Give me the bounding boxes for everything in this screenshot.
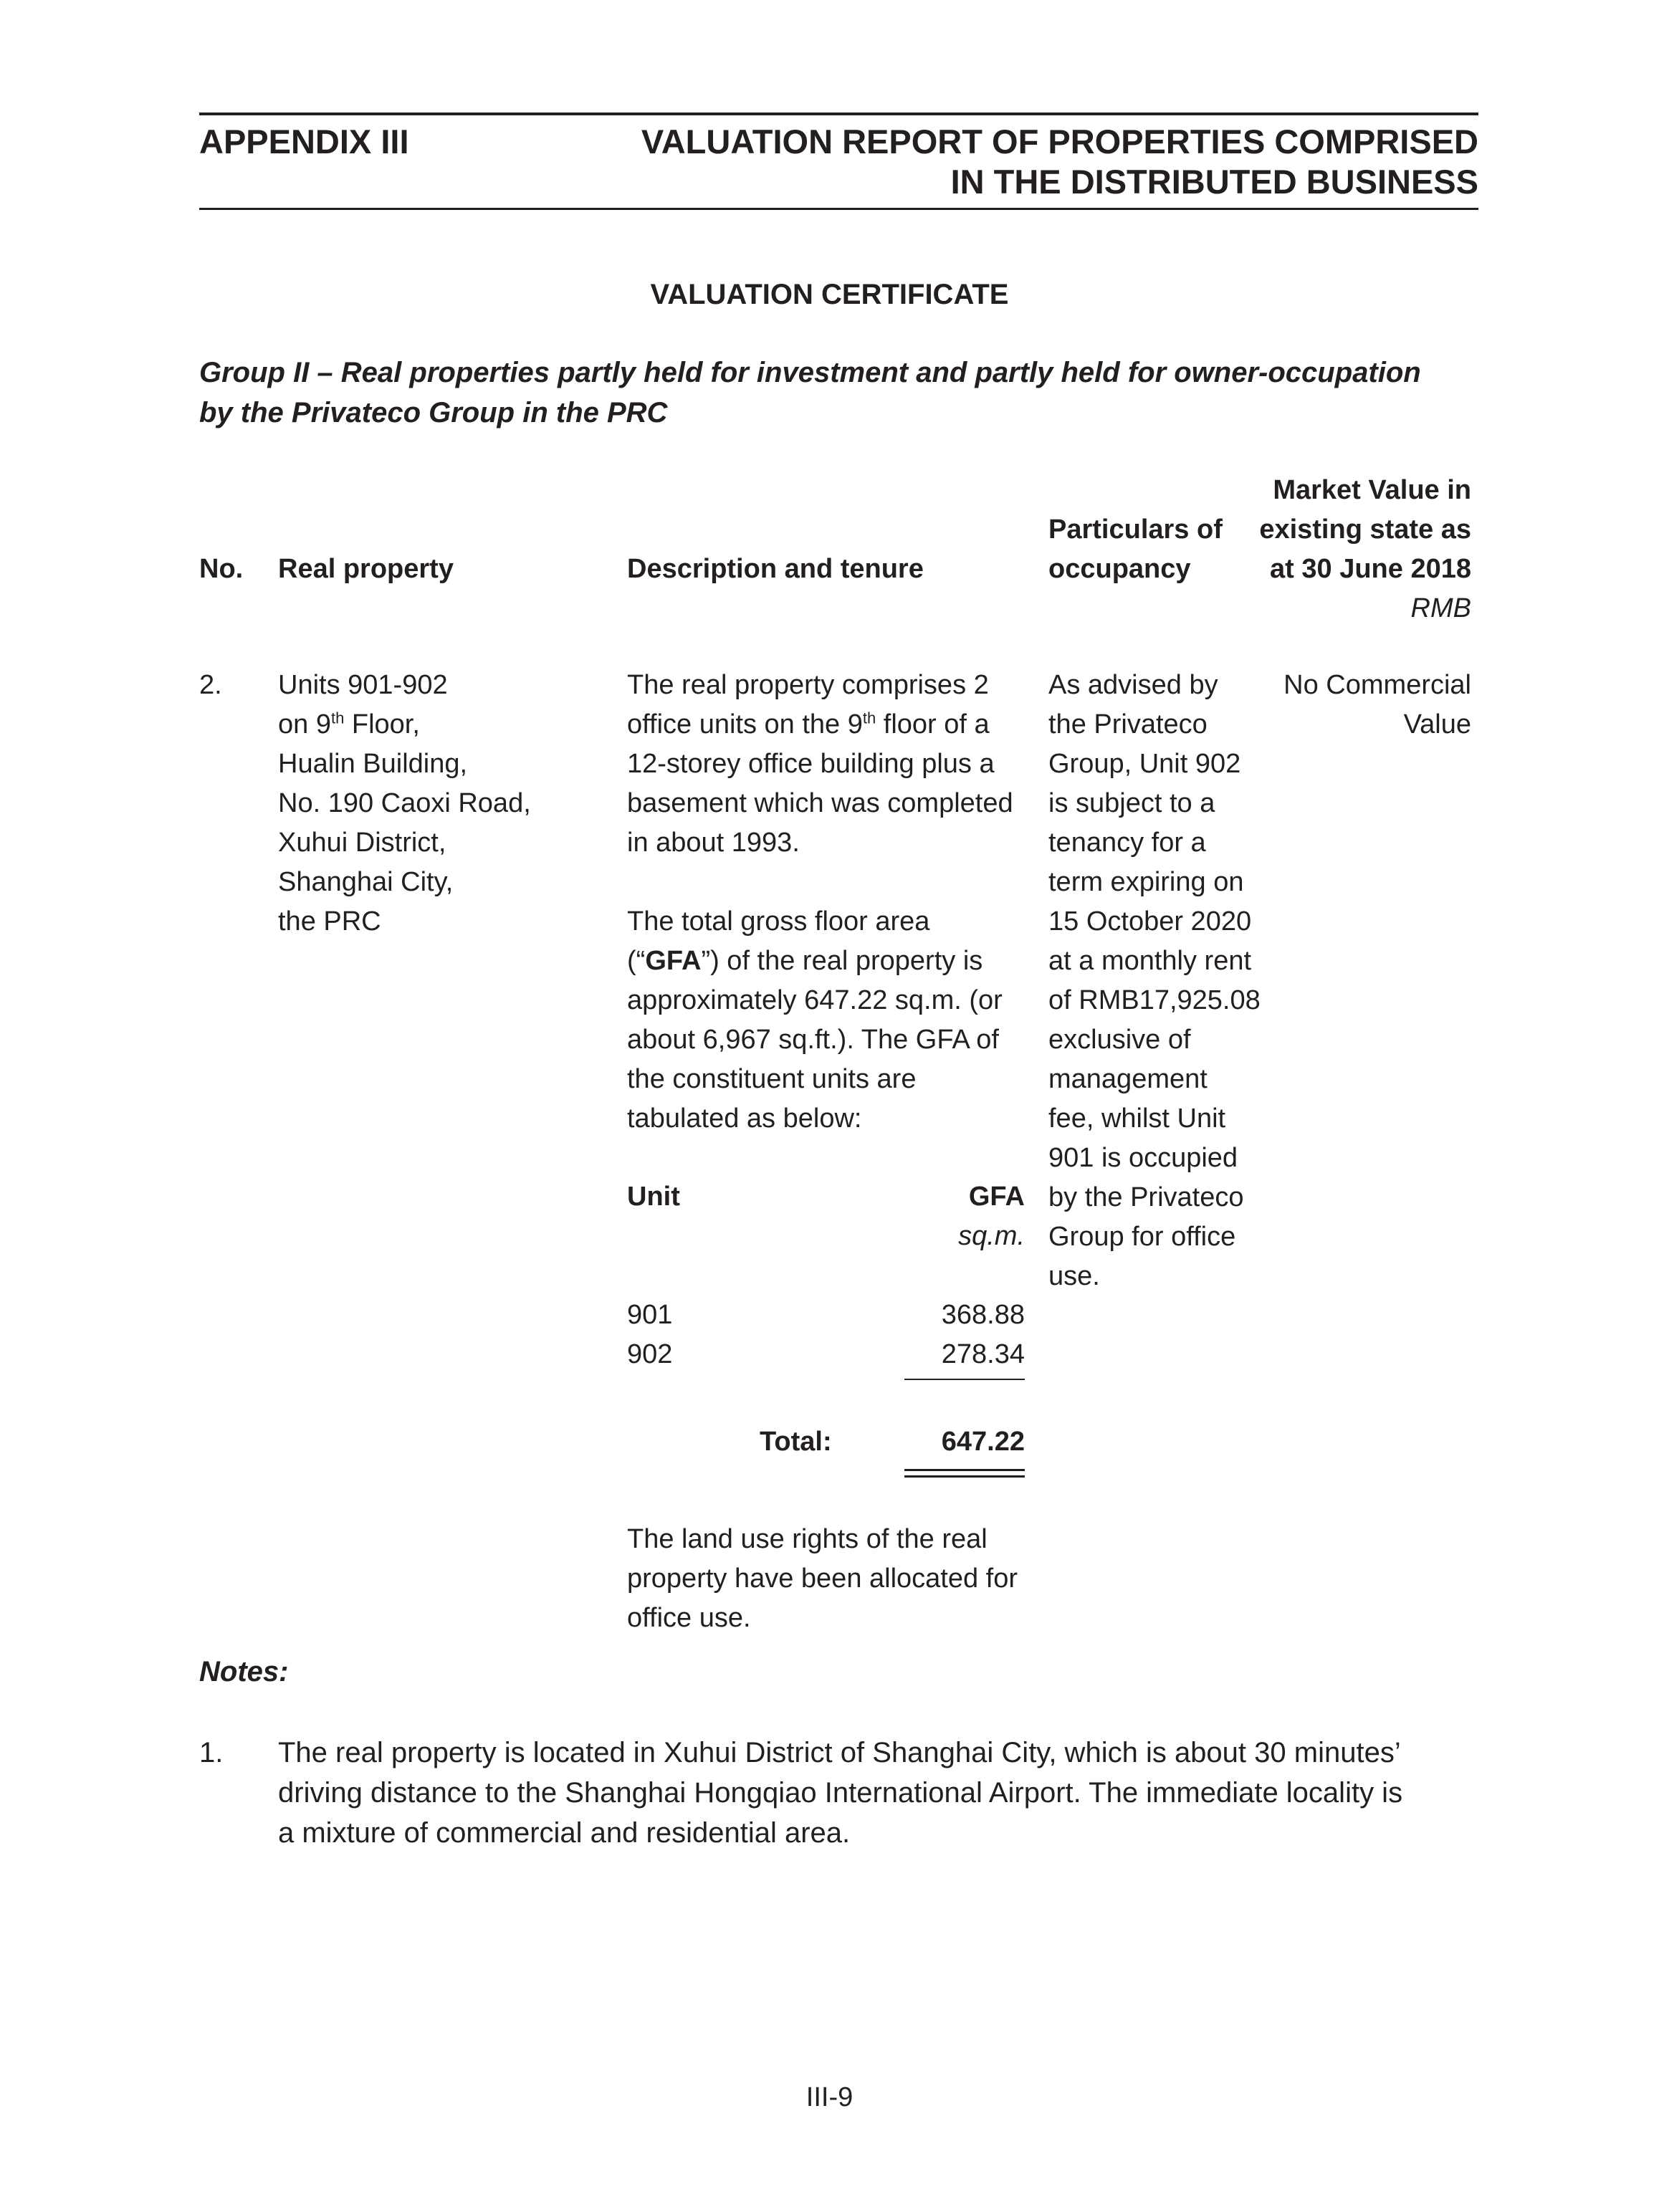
total-double-rule-bottom [904, 1475, 1025, 1478]
col-header-occupancy: Particulars of occupancy [1048, 514, 1223, 584]
group-heading-line1: Group II – Real properties partly held for investment and partly held for owner-occupation [199, 357, 1421, 388]
certificate-title: VALUATION CERTIFICATE [650, 279, 1009, 310]
col-header-no: No. [199, 554, 244, 584]
group-heading [199, 353, 1421, 433]
note-text: The real property is located in Xuhui District of Shanghai City, which is about 30 minutes’ driving distance to the Shanghai Hongqiao International Airport. The immediate locality is a mixture of commercial and residential area. [278, 1737, 1403, 1849]
gfa-table-header-gfa: GFA [968, 1182, 1025, 1212]
description-paragraph-1: The real property comprises 2 office units on the 9th floor of a 12-storey office building plus a basement which was completed in about 1993. [627, 670, 1013, 858]
description-paragraph-3: The land use rights of the real property have been allocated for office use. [627, 1524, 1018, 1633]
col-header-real-property: Real property [278, 554, 454, 584]
gfa-total-value: 647.22 [941, 1427, 1025, 1457]
market-value-text: No Commercial Value [1283, 670, 1471, 739]
gfa-row-unit: 902 [627, 1339, 673, 1369]
header-bottom-rule [199, 208, 1478, 210]
gfa-term: GFA [645, 946, 702, 976]
gfa-table-unit: sq.m. [958, 1221, 1025, 1251]
total-double-rule-top [904, 1469, 1025, 1471]
table-row [627, 1335, 1025, 1374]
col-header-description: Description and tenure [627, 554, 924, 584]
appendix-label: APPENDIX III [199, 123, 409, 161]
gfa-row-value: 368.88 [941, 1300, 1025, 1330]
report-title-line2: IN THE DISTRIBUTED BUSINESS [950, 163, 1478, 201]
report-title-line1: VALUATION REPORT OF PROPERTIES COMPRISED [641, 123, 1478, 161]
header-top-rule [199, 112, 1478, 115]
description-paragraph-2: The total gross floor area (“GFA”) of the real property is approximately 647.22 sq.m. (or about 6,967 sq.ft.). The GFA of the constituent units are tabulated as below: [627, 906, 1003, 1134]
group-heading-line2: by the Privateco Group in the PRC [199, 397, 668, 428]
page-number: III-9 [805, 2082, 854, 2112]
note-number: 1. [199, 1737, 224, 1768]
subtotal-rule [904, 1379, 1025, 1380]
col-header-market-value: Market Value in existing state as at 30 June 2018 RMB [1259, 471, 1471, 628]
gfa-table-header-unit: Unit [627, 1182, 680, 1212]
gfa-total-label: Total: [760, 1427, 832, 1457]
real-property-address: Units 901-902 on 9th Floor, Hualin Building, No. 190 Caoxi Road, Xuhui District, Shanghai City, the PRC [278, 670, 531, 937]
occupancy-text: As advised by the Privateco Group, Unit 902 is subject to a tenancy for a term expiring on 15 October 2020 at a monthly rent of RMB17,925.08 exclusive of management fee, whilst Unit 901 is occupied by the Privateco Group for office use. [1048, 670, 1261, 1291]
table-row [627, 1296, 1025, 1335]
entry-number: 2. [199, 670, 222, 700]
market-value-unit: RMB [1410, 593, 1471, 623]
gfa-row-unit: 901 [627, 1300, 673, 1330]
gfa-row-value: 278.34 [941, 1339, 1025, 1369]
notes-heading: Notes: [199, 1656, 289, 1687]
